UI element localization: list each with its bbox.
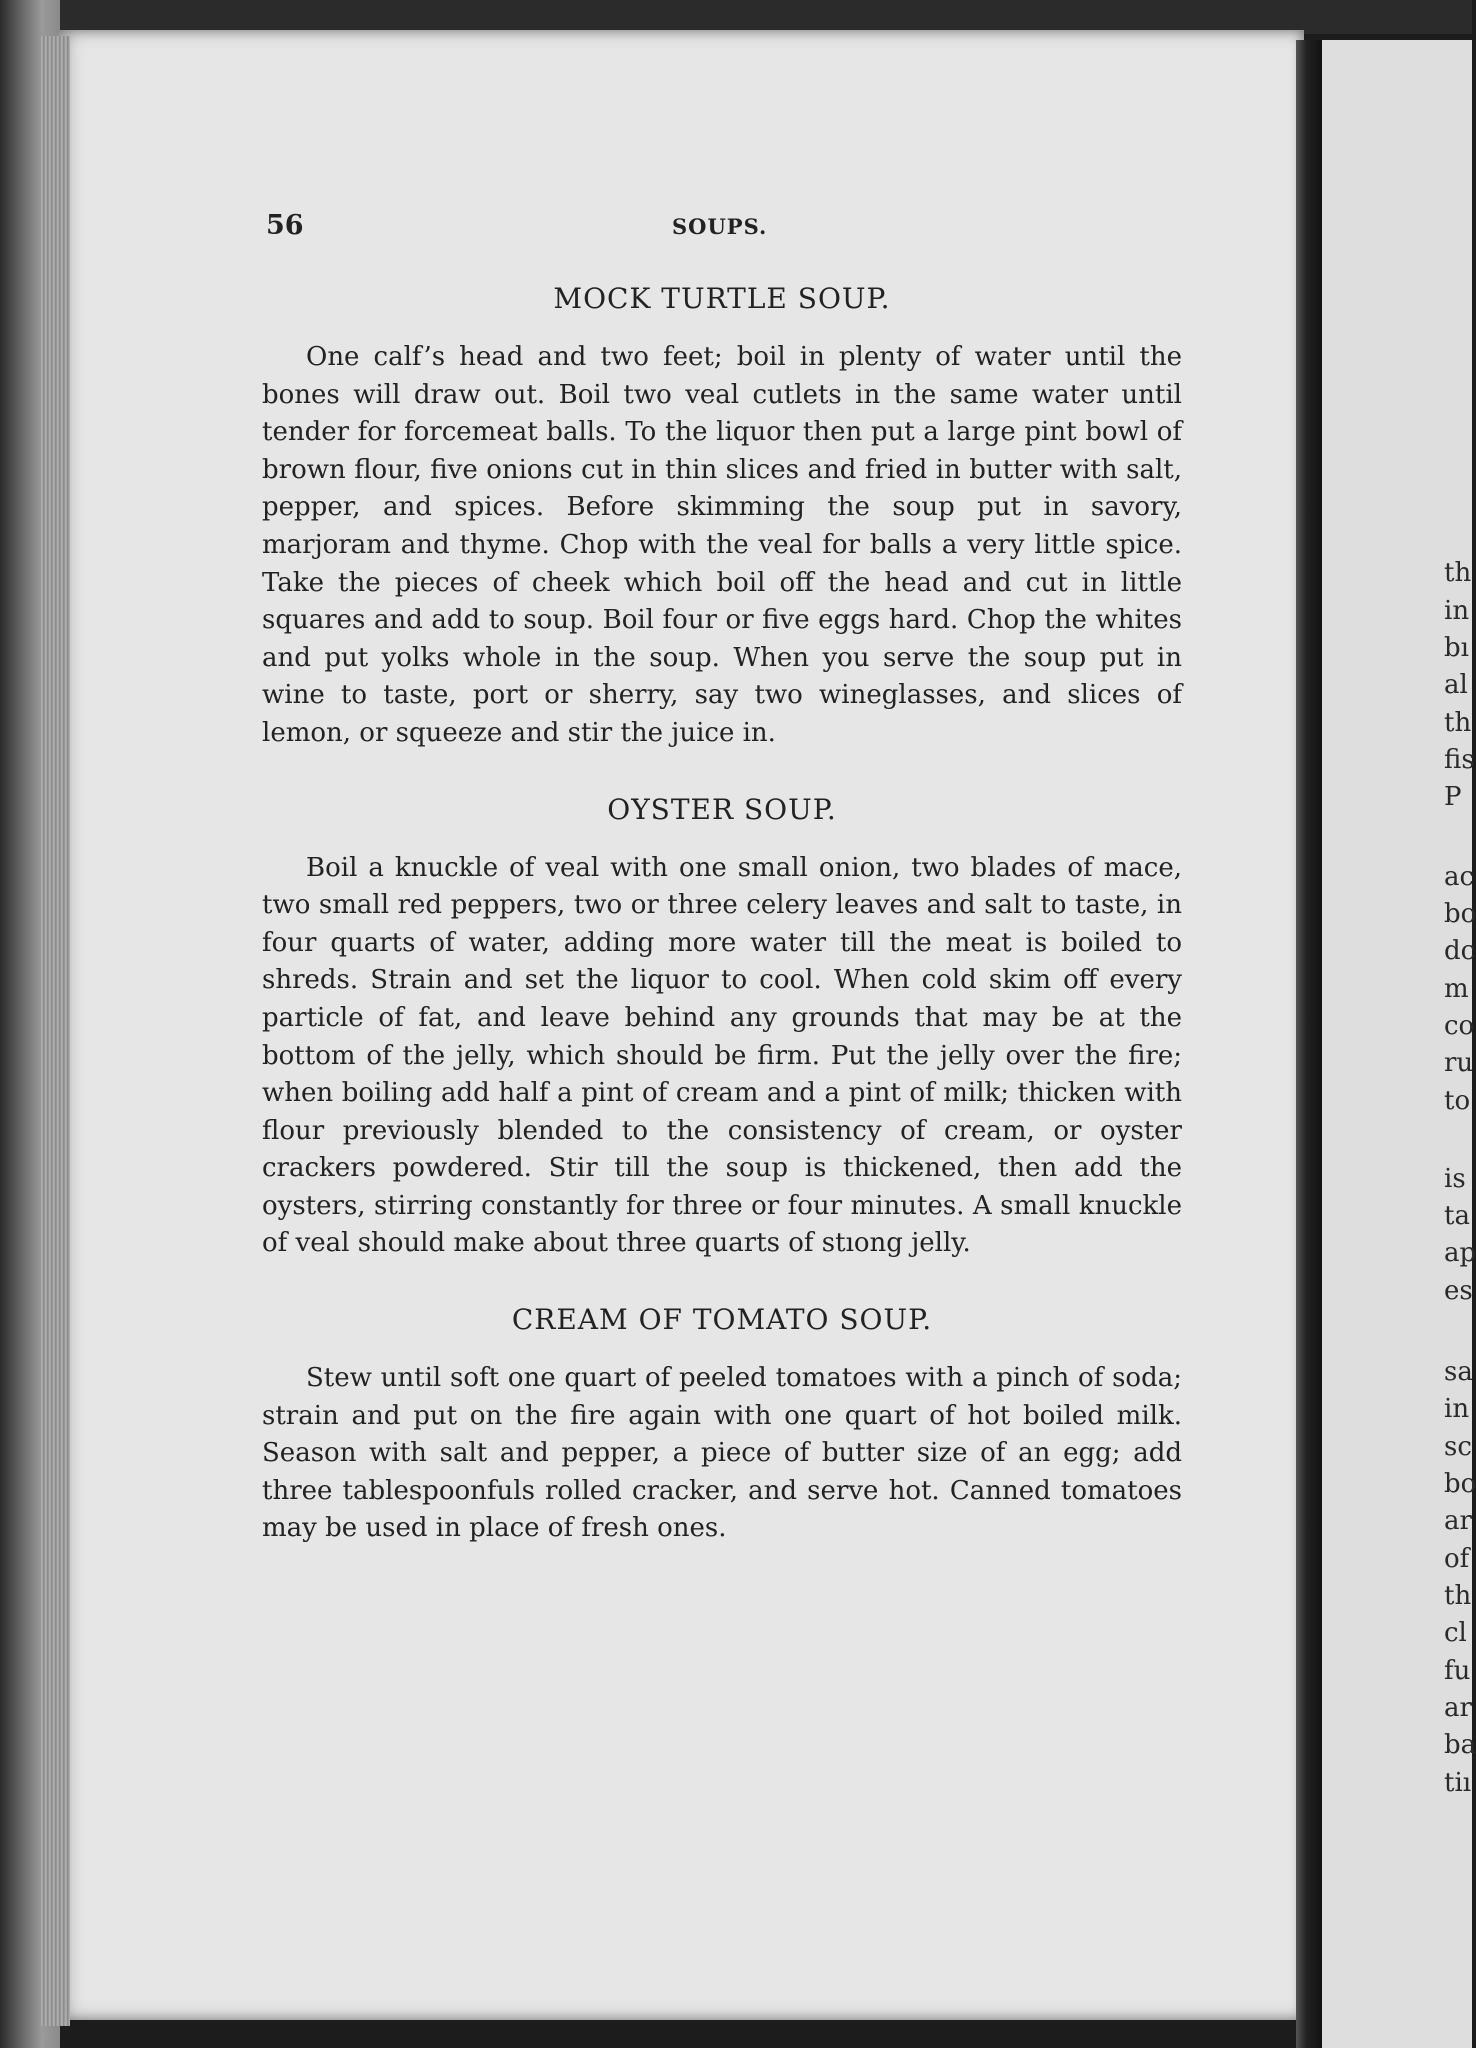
facing-page-text: ta <box>1444 1201 1470 1231</box>
recipe-title: CREAM OF TOMATO SOUP. <box>511 1303 933 1337</box>
running-head <box>262 200 1182 240</box>
facing-page-text: ru <box>1444 1048 1474 1078</box>
facing-page-text: ac <box>1444 862 1475 892</box>
facing-page-text: th <box>1444 558 1472 588</box>
facing-page-text: of <box>1444 1544 1470 1574</box>
facing-page-text: ap <box>1444 1238 1476 1268</box>
facing-page-text: sa <box>1444 1357 1473 1387</box>
facing-page-text: ar <box>1444 1693 1472 1723</box>
facing-page-text: fu <box>1444 1656 1471 1686</box>
recipe-body: Stew until soft one quart of peeled tomatoes with a pinch of soda; strain and put on the fire again with one quart of hot boiled milk. Season with salt and pepper, a piece of butter size of an egg; add three tablespoonfuls rolled cracker, and serve hot. Canned tomatoes may be used in place of fresh ones. <box>262 1363 1182 1544</box>
facing-page-text: bı <box>1444 633 1469 663</box>
facing-page-fragment <box>1322 40 1476 2048</box>
page-stack-edge <box>40 36 70 2026</box>
facing-page-text: ba <box>1444 1730 1476 1760</box>
facing-page-text: in <box>1444 596 1470 626</box>
facing-page-text: tiı <box>1444 1768 1472 1798</box>
facing-page-text: to <box>1444 1086 1471 1116</box>
page-number: 56 <box>266 210 304 241</box>
facing-page-text: is <box>1444 1164 1466 1194</box>
facing-page-text: bo <box>1444 899 1476 929</box>
facing-page-text: sc <box>1444 1432 1472 1462</box>
recipe-oyster-soup <box>262 793 1182 1264</box>
facing-page-text: P <box>1444 782 1462 812</box>
facing-page-text: dc <box>1444 936 1476 966</box>
scan-top-edge <box>0 0 1472 34</box>
facing-page-text: cl <box>1444 1618 1467 1648</box>
facing-page-text: m <box>1444 974 1469 1004</box>
facing-page-text: th <box>1444 1581 1472 1611</box>
page-content <box>262 200 1182 1548</box>
facing-page-text: co <box>1444 1011 1475 1041</box>
facing-page-text: bo <box>1444 1469 1476 1499</box>
facing-page-text: in <box>1444 1394 1470 1424</box>
recipe-body: Boil a knuckle of veal with one small onion, two blades of mace, two small red peppers, two or three celery leaves and salt to taste, in four quarts of water, adding more water till the meat is boiled to shreds. Strain and set the liquor to cool. When cold skim off every particle of fat, and leave behind any grounds that may be at the bottom of the jelly, which should be firm. Put the jelly over the fire; when boiling add half a pint of cream and a pint of milk; thicken with flour previously blended to the consistency of cream, or oyster crackers powdered. Stir till the soup is thickened, then add the oysters, stirring constantly for three or four minutes. A small knuckle of veal should make about three quarts of stıong jelly. <box>262 852 1182 1259</box>
recipe-mock-turtle-soup <box>262 282 1182 753</box>
book-gutter <box>1296 40 1322 2048</box>
recipe-body: One calf’s head and two feet; boil in plenty of water until the bones will draw out. Boil two veal cutlets in the same water until tender for forcemeat balls. To the liquor then put a large pint bowl of brown flour, five onions cut in thin slices and fried in butter with salt, pepper, and spices. Before skimming the soup put in savory, marjoram and thyme. Chop with the veal for balls a very little spice. Take the pieces of cheek which boil off the head and cut in little squares and add to soup. Boil four or five eggs hard. Chop the whites and put yolks whole in the soup. When you serve the soup put in wine to taste, port or sherry, say two wineglasses, and slices of lemon, or squeeze and stir the juice in. <box>262 342 1182 748</box>
facing-page-text: es <box>1444 1276 1473 1306</box>
recipe-title: OYSTER SOUP. <box>607 792 837 826</box>
facing-page-text: al <box>1444 670 1468 700</box>
recipe-cream-of-tomato-soup <box>262 1303 1182 1548</box>
facing-page-text: fis <box>1444 745 1475 775</box>
facing-page-text: th <box>1444 708 1472 738</box>
recipe-title: MOCK TURTLE SOUP. <box>553 282 891 315</box>
facing-page-text: ar <box>1444 1506 1472 1536</box>
running-title: SOUPS. <box>672 214 768 239</box>
